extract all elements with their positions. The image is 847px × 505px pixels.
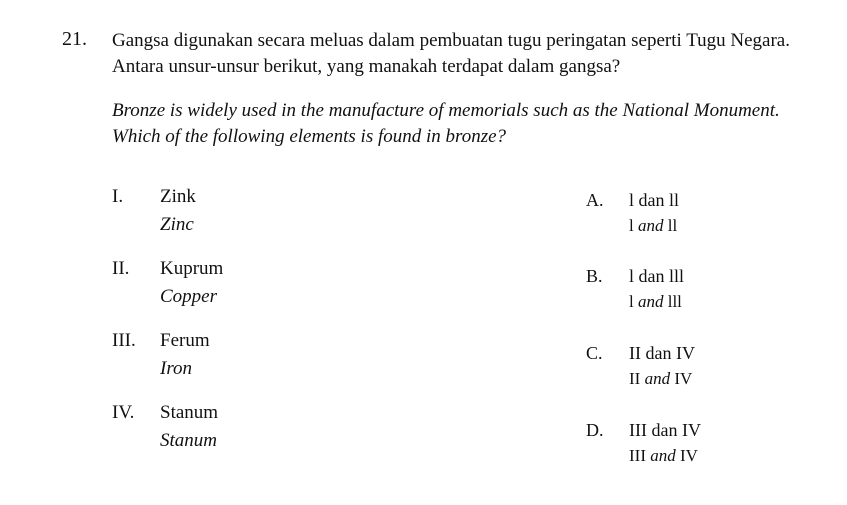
- option-malay-text: l dan lll: [629, 266, 684, 286]
- option-letter: D.: [586, 420, 604, 440]
- item-english-name: Iron: [160, 358, 193, 379]
- question-stem-malay: [112, 28, 790, 80]
- stem-malay-line: Gangsa digunakan secara meluas dalam pembuatan tugu peringatan seperti Tugu Negara.: [112, 30, 790, 51]
- option-letter: A.: [586, 190, 604, 210]
- option-english-text: III and IV: [629, 446, 698, 465]
- option-letter: B.: [586, 266, 603, 286]
- option-english-text: l and ll: [629, 216, 678, 235]
- option-malay-text: l dan ll: [629, 190, 679, 210]
- option-english-text: II and IV: [629, 369, 693, 388]
- option-english-text: l and lll: [629, 292, 682, 311]
- item-numeral: IV.: [112, 402, 135, 423]
- item-english-name: Zinc: [160, 214, 194, 235]
- item-numeral: I.: [112, 186, 124, 207]
- item-malay-name: Zink: [160, 186, 196, 207]
- stem-english-line: Bronze is widely used in the manufacture of memorials such as the National Monument.: [112, 100, 780, 121]
- item-numeral: III.: [112, 330, 136, 351]
- question-number: 21.: [62, 28, 87, 50]
- item-english-name: Stanum: [160, 430, 217, 451]
- stem-malay-line: Antara unsur-unsur berikut, yang manakah terdapat dalam gangsa?: [112, 56, 621, 77]
- option-letter: C.: [586, 343, 603, 363]
- option-malay-text: III dan IV: [629, 420, 701, 440]
- stem-english-line: Which of the following elements is found in bronze?: [112, 126, 507, 147]
- option-malay-text: II dan IV: [629, 343, 695, 363]
- item-numeral: II.: [112, 258, 130, 279]
- item-english-name: Copper: [160, 286, 217, 307]
- question-stem-english: [112, 98, 780, 150]
- item-malay-name: Kuprum: [160, 258, 224, 279]
- item-malay-name: Ferum: [160, 330, 210, 351]
- item-malay-name: Stanum: [160, 402, 219, 423]
